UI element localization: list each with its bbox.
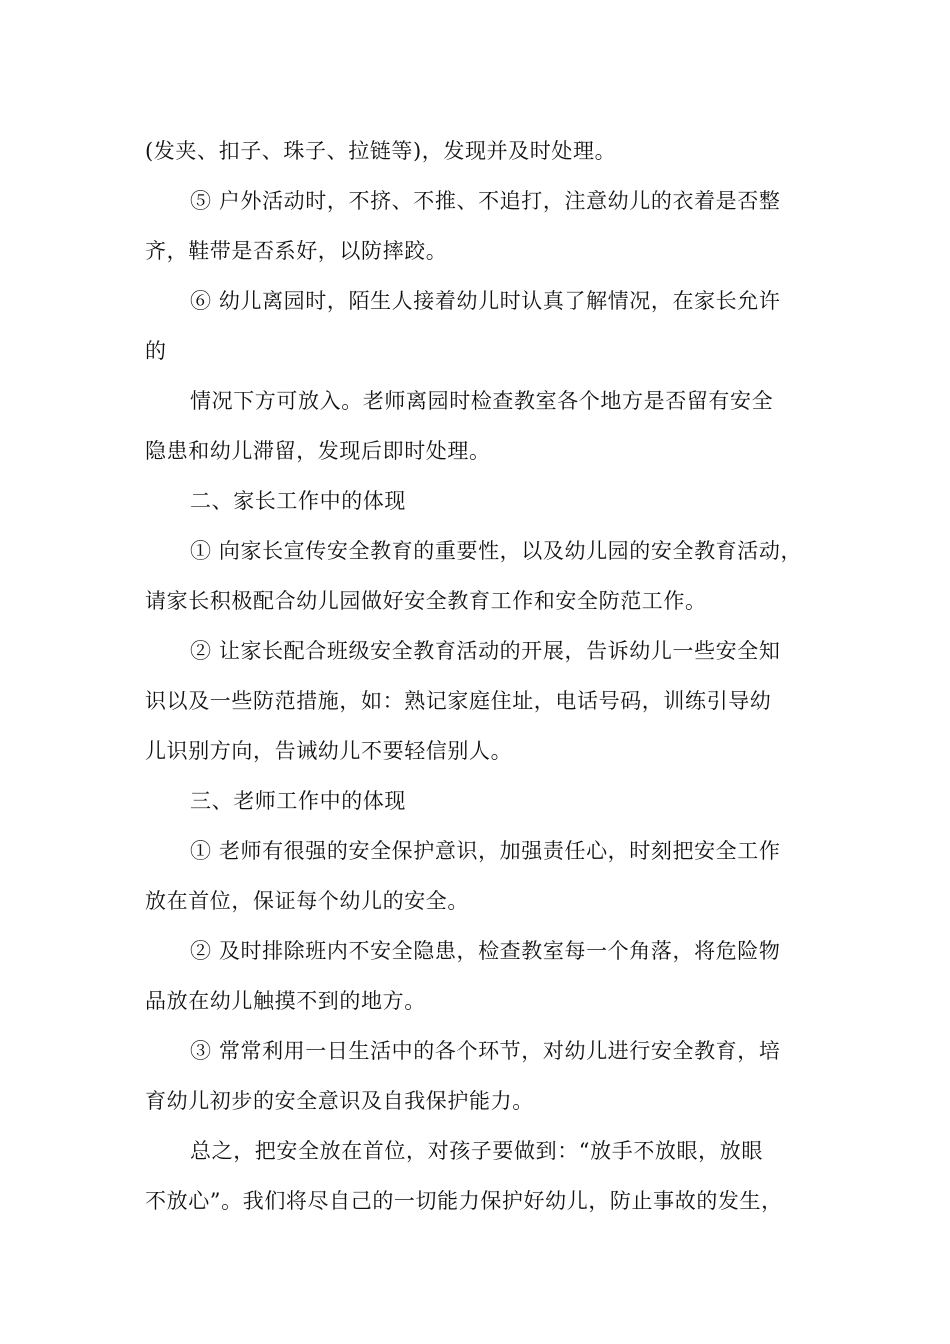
text-line: 儿识别方向，告诫幼儿不要轻信别人。 <box>145 739 513 763</box>
section-heading: 二、家长工作中的体现 <box>190 489 406 513</box>
text-line: ① 老师有很强的安全保护意识，加强责任心，时刻把安全工作 <box>190 839 781 863</box>
text-line: 请家长积极配合幼儿园做好安全教育工作和安全防范工作。 <box>145 589 707 613</box>
text-line: ② 及时排除班内不安全隐患，检查教室每一个角落，将危险物 <box>190 939 781 963</box>
text-line: ① 向家长宣传安全教育的重要性，以及幼儿园的安全教育活动， <box>190 539 803 563</box>
text-line: 隐患和幼儿滞留，发现后即时处理。 <box>145 439 491 463</box>
text-line: 的 <box>145 339 167 363</box>
text-line: ⑤ 户外活动时，不挤、不推、不追打，注意幼儿的衣着是否整 <box>190 189 781 213</box>
section-heading: 三、老师工作中的体现 <box>190 789 406 813</box>
text-line: 育幼儿初步的安全意识及自我保护能力。 <box>145 1089 534 1113</box>
text-line: 齐，鞋带是否系好，以防摔跤。 <box>145 239 448 263</box>
text-line: ③ 常常利用一日生活中的各个环节，对幼儿进行安全教育，培 <box>190 1039 781 1063</box>
text-line: 放在首位，保证每个幼儿的安全。 <box>145 889 469 913</box>
text-line: 情况下方可放入。老师离园时检查教室各个地方是否留有安全 <box>190 389 774 413</box>
text-line: 品放在幼儿触摸不到的地方。 <box>145 989 426 1013</box>
text-line: 识以及一些防范措施，如：熟记家庭住址，电话号码，训练引导幼 <box>145 689 772 713</box>
text-line: (发夹、扣子、珠子、拉链等)，发现并及时处理。 <box>145 139 617 163</box>
text-line: ⑥ 幼儿离园时，陌生人接着幼儿时认真了解情况，在家长允许 <box>190 289 781 313</box>
text-line: 总之，把安全放在首位，对孩子要做到：“放手不放眼，放眼 <box>190 1139 763 1163</box>
text-line: ② 让家长配合班级安全教育活动的开展，告诉幼儿一些安全知 <box>190 639 781 663</box>
text-line: 不放心”。我们将尽自己的一切能力保护好幼儿，防止事故的发生， <box>145 1189 783 1213</box>
